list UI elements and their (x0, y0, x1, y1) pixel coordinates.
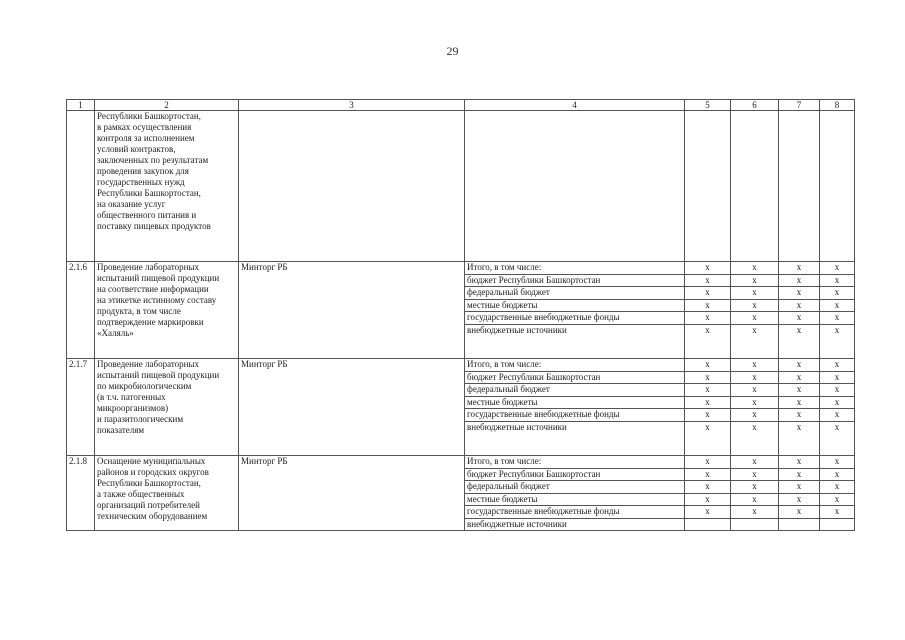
mark-cell: x (731, 494, 778, 507)
mark-cell: x (731, 312, 778, 325)
mark-cell: x (731, 262, 778, 275)
column-header-4: 4 (465, 100, 685, 111)
funding-source: федеральный бюджет (465, 384, 684, 397)
mark-cell (779, 111, 820, 262)
mark-cell: x (731, 456, 778, 469)
mark-cell: x (685, 372, 730, 385)
mark-cell: x (779, 469, 819, 482)
mark-cell: x (779, 312, 819, 325)
column-header-7: 7 (779, 100, 820, 111)
mark-column-8 (820, 359, 855, 456)
mark-cell: x (779, 481, 819, 494)
mark-cell: x (820, 275, 854, 288)
mark-column-6 (731, 456, 779, 531)
column-header-1: 1 (67, 100, 95, 111)
mark-cell (685, 111, 731, 262)
mark-cell: x (779, 275, 819, 288)
mark-cell: x (705, 324, 710, 335)
measure-description: Республики Башкортостан, в рамках осуществления контроля за исполнением условий контрактов, заключенных по результатам проведения закупок для государственных нужд Республики Башкортостан, на оказание услуг общественного питания и поставку пищевых продуктов (95, 111, 239, 262)
mark-cell: x (796, 421, 802, 432)
mark-cell: x (731, 397, 778, 410)
funding-source: федеральный бюджет (465, 287, 684, 300)
table-row (67, 262, 855, 359)
mark-cell: x (731, 409, 778, 422)
mark-cell: x (685, 384, 730, 397)
mark-cell: x (820, 384, 854, 397)
row-number (67, 111, 95, 262)
mark-column-5 (685, 456, 731, 531)
mark-cell (779, 519, 819, 531)
mark-cell: x (779, 287, 819, 300)
mark-cell: x (820, 312, 854, 325)
mark-cell: x (820, 469, 854, 482)
mark-cell (820, 519, 854, 531)
funding-source: государственные внебюджетные фонды (465, 312, 684, 325)
mark-cell: x (820, 506, 854, 519)
funding-source: государственные внебюджетные фонды (465, 409, 684, 422)
mark-cell: x (834, 421, 840, 432)
table-row (67, 111, 855, 262)
funding-source: внебюджетные источники (467, 324, 567, 335)
mark-cell: x (731, 300, 778, 313)
mark-cell: x (820, 300, 854, 313)
mark-cell: x (779, 384, 819, 397)
mark-column-7 (779, 456, 820, 531)
funding-source: бюджет Республики Башкортостан (465, 469, 684, 482)
mark-cell: x (731, 372, 778, 385)
mark-cell: x (820, 372, 854, 385)
mark-cell: x (820, 262, 854, 275)
mark-cell: x (685, 287, 730, 300)
mark-column-7 (779, 359, 820, 456)
funding-source: внебюджетные источники (467, 421, 567, 432)
mark-cell: x (779, 372, 819, 385)
mark-column-5 (685, 359, 731, 456)
mark-cell (685, 519, 730, 531)
mark-cell: x (779, 456, 819, 469)
responsible-org: Минторг РБ (239, 456, 465, 531)
responsible-org (239, 111, 465, 262)
mark-cell: x (779, 506, 819, 519)
mark-cell: x (685, 494, 730, 507)
mark-cell: x (779, 300, 819, 313)
funding-source: местные бюджеты (465, 397, 684, 410)
mark-column-8 (820, 262, 855, 359)
funding-sources (465, 359, 685, 456)
mark-cell: x (685, 456, 730, 469)
mark-column-7 (779, 262, 820, 359)
funding-source: Итого, в том числе: (465, 262, 684, 275)
mark-cell: x (685, 469, 730, 482)
column-header-row (67, 100, 855, 111)
mark-cell: x (685, 397, 730, 410)
mark-cell: x (731, 359, 778, 372)
funding-sources (465, 111, 685, 262)
funding-source: Итого, в том числе: (465, 359, 684, 372)
mark-cell: x (705, 421, 710, 432)
mark-cell: x (820, 494, 854, 507)
mark-column-6 (731, 262, 779, 359)
mark-cell: x (779, 262, 819, 275)
funding-source: федеральный бюджет (465, 481, 684, 494)
mark-cell: x (685, 312, 730, 325)
mark-cell (731, 519, 778, 531)
mark-cell (820, 111, 855, 262)
measure-description: Оснащение муниципальных районов и городских округов Республики Башкортостан, а также общественных организаций потребителей техническим оборудованием (95, 456, 239, 531)
funding-source: бюджет Республики Башкортостан (465, 372, 684, 385)
mark-cell: x (685, 359, 730, 372)
mark-column-8 (820, 456, 855, 531)
mark-cell (731, 111, 779, 262)
mark-cell: x (820, 397, 854, 410)
mark-cell: x (820, 481, 854, 494)
row-number: 2.1.8 (67, 456, 95, 531)
mark-column-5 (685, 262, 731, 359)
mark-cell: x (820, 287, 854, 300)
mark-cell: x (779, 494, 819, 507)
funding-source: местные бюджеты (465, 300, 684, 313)
mark-cell: x (752, 324, 757, 335)
mark-cell: x (820, 359, 854, 372)
funding-source: государственные внебюджетные фонды (465, 506, 684, 519)
mark-cell: x (834, 324, 840, 335)
funding-source: внебюджетные источники (467, 518, 567, 529)
table-row (67, 456, 855, 531)
mark-cell: x (685, 506, 730, 519)
column-header-3: 3 (239, 100, 465, 111)
mark-cell: x (731, 506, 778, 519)
program-table (66, 99, 855, 531)
mark-cell: x (779, 359, 819, 372)
funding-source: Итого, в том числе: (465, 456, 684, 469)
measure-description: Проведение лабораторных испытаний пищевой продукции по микробиологическим (в т.ч. патогенных микроорганизмов) и паразитологическим показателям (95, 359, 239, 456)
mark-cell: x (731, 287, 778, 300)
mark-cell: x (779, 397, 819, 410)
row-number: 2.1.7 (67, 359, 95, 456)
column-header-5: 5 (685, 100, 731, 111)
mark-cell: x (685, 275, 730, 288)
mark-cell: x (779, 409, 819, 422)
mark-cell: x (820, 456, 854, 469)
page-number: 29 (446, 44, 459, 58)
funding-source: местные бюджеты (465, 494, 684, 507)
mark-cell: x (752, 421, 757, 432)
measure-description: Проведение лабораторных испытаний пищевой продукции на соответствие информации на этикетке истинному составу продукта, в том числе подтверждение маркировки «Халяль» (95, 262, 239, 359)
column-header-2: 2 (95, 100, 239, 111)
table-row (67, 359, 855, 456)
mark-cell: x (731, 469, 778, 482)
mark-cell: x (820, 409, 854, 422)
mark-cell: x (731, 275, 778, 288)
row-number: 2.1.6 (67, 262, 95, 359)
mark-cell: x (685, 300, 730, 313)
mark-column-6 (731, 359, 779, 456)
mark-cell: x (685, 409, 730, 422)
responsible-org: Минторг РБ (239, 262, 465, 359)
funding-source: бюджет Республики Башкортостан (465, 275, 684, 288)
mark-cell: x (731, 481, 778, 494)
column-header-6: 6 (731, 100, 779, 111)
mark-cell: x (685, 481, 730, 494)
funding-sources (465, 262, 685, 359)
funding-sources (465, 456, 685, 531)
mark-cell: x (796, 324, 802, 335)
responsible-org: Минторг РБ (239, 359, 465, 456)
mark-cell: x (731, 384, 778, 397)
column-header-8: 8 (820, 100, 855, 111)
mark-cell: x (685, 262, 730, 275)
